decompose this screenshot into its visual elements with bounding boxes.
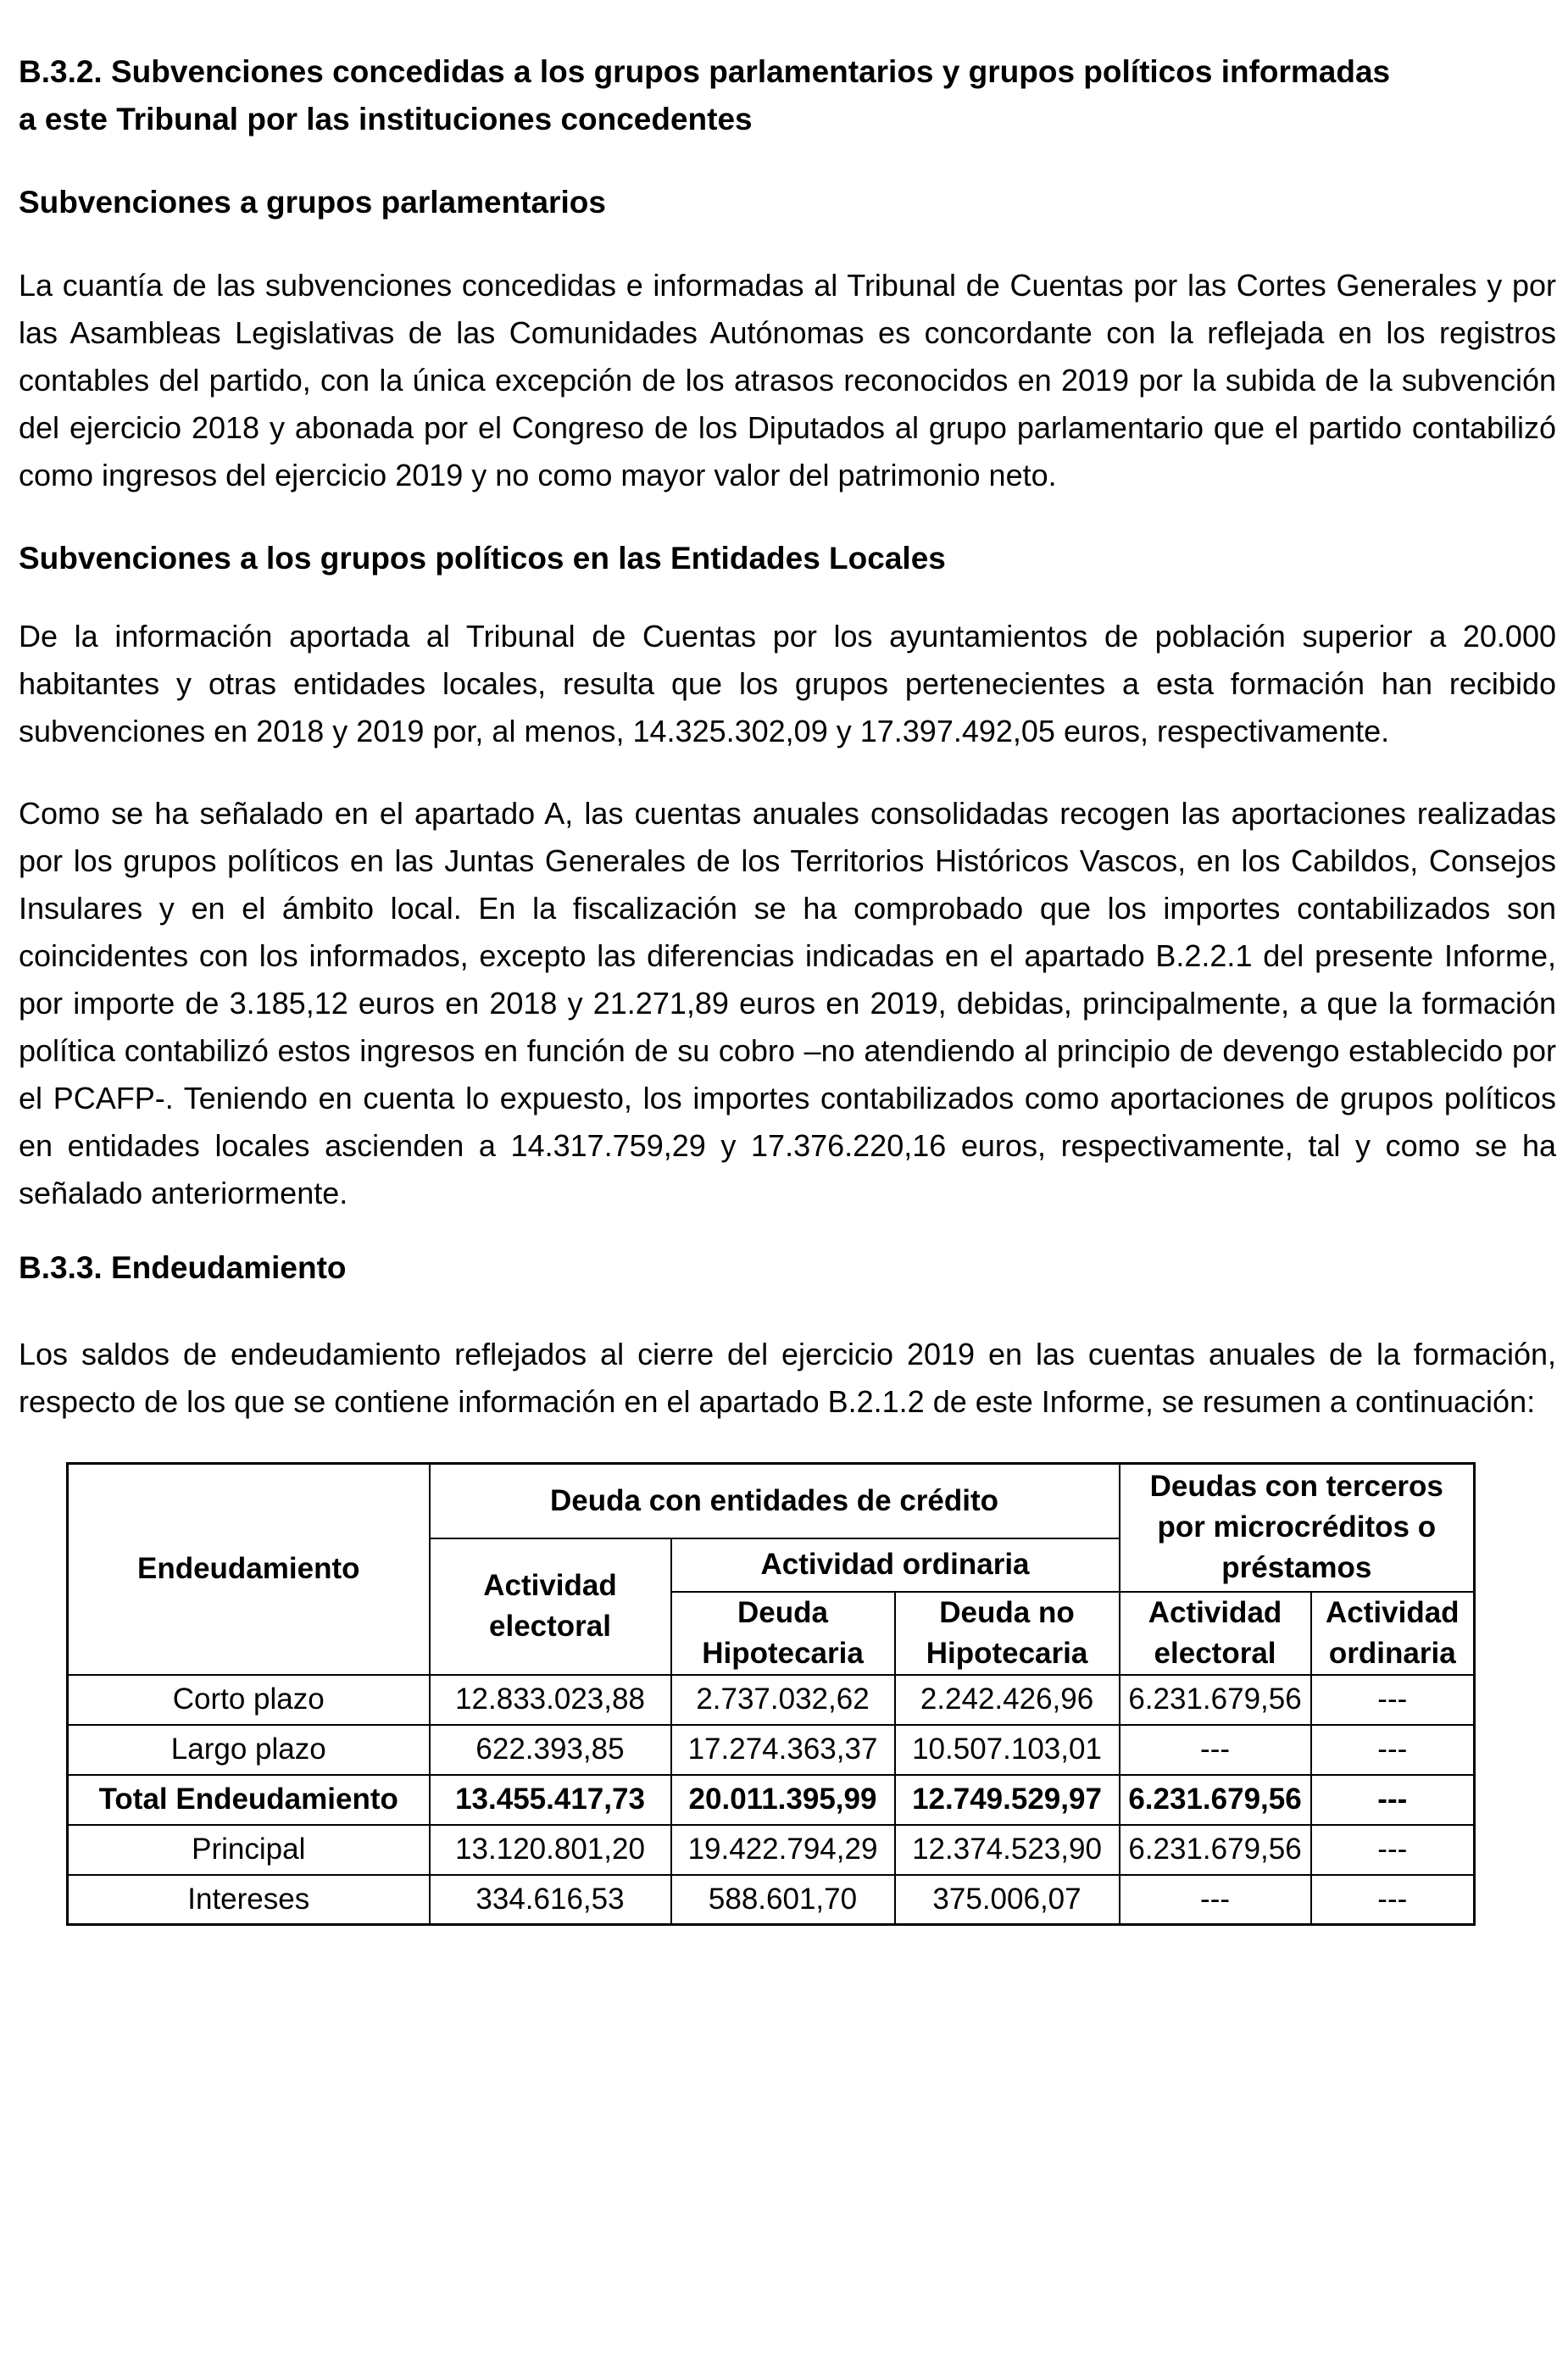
table-cell: 334.616,53 xyxy=(430,1875,671,1925)
table-cell: 20.011.395,99 xyxy=(671,1775,895,1825)
section-heading-b32 xyxy=(19,48,1556,143)
table-cell: --- xyxy=(1120,1725,1311,1775)
row-label: Principal xyxy=(68,1825,430,1875)
row-label: Intereses xyxy=(68,1875,430,1925)
paragraph-endeudamiento-intro: Los saldos de endeudamiento reflejados al cierre del ejercicio 2019 en las cuentas anuales de la formación, respecto de los que se contiene información en el apartado B.2.1.2 de este Informe, se resumen a continuación: xyxy=(19,1337,1556,1419)
endeudamiento-table-wrapper xyxy=(66,1462,1556,1926)
header-actividad-electoral-credito: Actividad electoral xyxy=(430,1538,671,1675)
table-cell: 375.006,07 xyxy=(895,1875,1120,1925)
paragraph-subvenciones-locales: De la información aportada al Tribunal de Cuentas por los ayuntamientos de población superior a 20.000 habitantes y otras entidades locales, resulta que los grupos pertenecientes a esta formación han recibido subvenciones en 2018 y 2019 por, al menos, 14.325.302,09 y 17.397.492,05 euros, respectivamente. xyxy=(19,619,1556,748)
endeudamiento-table xyxy=(66,1462,1476,1926)
table-cell: 588.601,70 xyxy=(671,1875,895,1925)
table-cell: 12.374.523,90 xyxy=(895,1825,1120,1875)
section-heading-b32-line1: B.3.2. Subvenciones concedidas a los grupos parlamentarios y grupos políticos informadas xyxy=(19,54,1391,89)
row-label: Corto plazo xyxy=(68,1675,430,1725)
table-header-row-1 xyxy=(68,1464,1475,1538)
subheading-grupos-parlamentarios: Subvenciones a grupos parlamentarios xyxy=(19,185,606,220)
table-cell: 6.231.679,56 xyxy=(1120,1825,1311,1875)
header-deuda-no-hipotecaria: Deuda no Hipotecaria xyxy=(895,1592,1120,1675)
table-row-largo-plazo xyxy=(68,1725,1475,1775)
paragraph-apartado-a: Como se ha señalado en el apartado A, las cuentas anuales consolidadas recogen las aportaciones realizadas por los grupos políticos en las Juntas Generales de los Territorios Históricos Vascos, en los Cabildos, Consejos Insulares y en el ámbito local. En la fiscalización se ha comprobado que los importes contabilizados son coincidentes con los informados, excepto las diferencias indicadas en el apartado B.2.2.1 del presente Informe, por importe de 3.185,12 euros en 2018 y 21.271,89 euros en 2019, debidas, principalmente, a que la formación política contabilizó estos ingresos en función de su cobro –no atendiendo al principio de devengo establecido por el PCAFP-. Teniendo en cuenta lo expuesto, los importes contabilizados como aportaciones de grupos políticos en entidades locales ascienden a 14.317.759,29 y 17.376.220,16 euros, respectivamente, tal y como se ha señalado anteriormente. xyxy=(19,796,1556,1210)
table-cell: 622.393,85 xyxy=(430,1725,671,1775)
paragraph-subvenciones-parlamentarios: La cuantía de las subvenciones concedidas e informadas al Tribunal de Cuentas por las Cortes Generales y por las Asambleas Legislativas de las Comunidades Autónomas es concordante con la reflejada en los registros contables del partido, con la única excepción de los atrasos reconocidos en 2019 por la subida de la subvención del ejercicio 2018 y abonada por el Congreso de los Diputados al grupo parlamentario que el partido contabilizó como ingresos del ejercicio 2019 y no como mayor valor del patrimonio neto. xyxy=(19,268,1556,492)
table-row-principal xyxy=(68,1825,1475,1875)
table-cell: 2.242.426,96 xyxy=(895,1675,1120,1725)
table-row-total-endeudamiento xyxy=(68,1775,1475,1825)
table-cell: 2.737.032,62 xyxy=(671,1675,895,1725)
header-actividad-ordinaria-terceros: Actividad ordinaria xyxy=(1311,1592,1475,1675)
table-cell: --- xyxy=(1311,1825,1475,1875)
subheading-grupos-politicos-locales: Subvenciones a los grupos políticos en las Entidades Locales xyxy=(19,541,946,576)
table-cell: --- xyxy=(1311,1725,1475,1775)
header-group-deuda-credito: Deuda con entidades de crédito xyxy=(430,1464,1120,1538)
table-cell: 6.231.679,56 xyxy=(1120,1675,1311,1725)
table-row-corto-plazo xyxy=(68,1675,1475,1725)
header-endeudamiento: Endeudamiento xyxy=(68,1464,430,1675)
table-cell: 6.231.679,56 xyxy=(1120,1775,1311,1825)
row-label: Total Endeudamiento xyxy=(68,1775,430,1825)
section-heading-b32-line2: a este Tribunal por las instituciones concedentes xyxy=(19,102,753,136)
header-group-deudas-terceros: Deudas con terceros por microcréditos o préstamos xyxy=(1120,1464,1475,1592)
section-heading-b33: B.3.3. Endeudamiento xyxy=(19,1250,347,1285)
header-actividad-ordinaria-credito: Actividad ordinaria xyxy=(671,1538,1120,1592)
table-cell: 12.749.529,97 xyxy=(895,1775,1120,1825)
table-cell: 19.422.794,29 xyxy=(671,1825,895,1875)
table-cell: 12.833.023,88 xyxy=(430,1675,671,1725)
row-label: Largo plazo xyxy=(68,1725,430,1775)
table-cell: --- xyxy=(1311,1675,1475,1725)
table-cell: --- xyxy=(1311,1775,1475,1825)
header-actividad-electoral-terceros: Actividad electoral xyxy=(1120,1592,1311,1675)
table-cell: 10.507.103,01 xyxy=(895,1725,1120,1775)
table-cell: --- xyxy=(1120,1875,1311,1925)
table-cell: 13.455.417,73 xyxy=(430,1775,671,1825)
header-deuda-hipotecaria: Deuda Hipotecaria xyxy=(671,1592,895,1675)
table-row-intereses xyxy=(68,1875,1475,1925)
table-cell: --- xyxy=(1311,1875,1475,1925)
table-cell: 17.274.363,37 xyxy=(671,1725,895,1775)
table-cell: 13.120.801,20 xyxy=(430,1825,671,1875)
